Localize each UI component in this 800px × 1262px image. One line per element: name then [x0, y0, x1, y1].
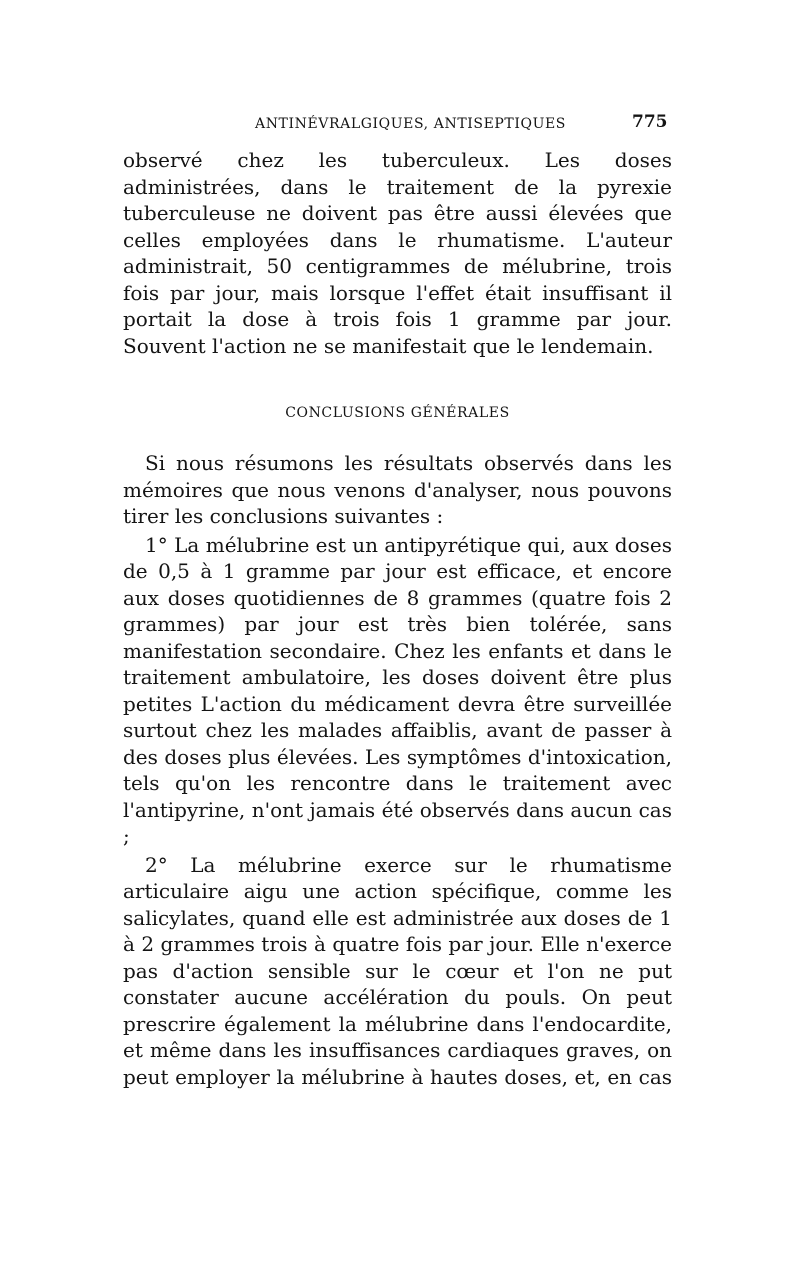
page-number: 775: [632, 112, 668, 132]
running-header-title: ANTINÉVRALGIQUES, ANTISEPTIQUES: [255, 116, 566, 132]
intro-section: [123, 147, 672, 359]
conclusion-point-1: 1° La mélubrine est un antipyrétique qui, aux doses de 0,5 à 1 gramme par jour est efficace, et encore aux doses quotidiennes de 8 grammes (quatre fois 2 grammes) par jour est très bien tolérée, sans manifestation secondaire. Chez les enfants et dans le traitement ambulatoire, les doses doivent être plus petites L'action du médicament devra être surveillée surtout chez les malades affaiblis, avant de passer à des doses plus élevées. Les symptômes d'intoxication, tels qu'on les rencontre dans le traitement avec l'antipyrine, n'ont jamais été observés dans aucun cas ;: [123, 532, 672, 848]
intro-paragraph: observé chez les tuberculeux. Les doses administrées, dans le traitement de la pyrexie tuberculeuse ne doivent pas être aussi élevées que celles employées dans le rhumatisme. L'auteur administrait, 50 centigrammes de mélubrine, trois fois par jour, mais lorsque l'effet était insuffisant il portait la dose à trois fois 1 gramme par jour. Souvent l'action ne se manifestait que le lendemain.: [123, 148, 672, 358]
section-heading: CONCLUSIONS GÉNÉRALES: [285, 405, 510, 421]
conclusions-section: [123, 450, 672, 1092]
conclusion-point-2: 2° La mélubrine exerce sur le rhumatisme articulaire aigu une action spécifique, comme les salicylates, quand elle est administrée aux doses de 1 à 2 grammes trois à quatre fois par jour. Elle n'exerce pas d'action sensible sur le cœur et l'on ne put constater aucune accélération du pouls. On peut prescrire également la mélubrine dans l'endocardite, et même dans les insuffisances cardiaques graves, on peut employer la mélubrine à hautes doses, et, en cas: [123, 852, 672, 1089]
conclusions-intro-paragraph: Si nous résumons les résultats observés dans les mémoires que nous venons d'analyser, nous pouvons tirer les conclusions suivantes :: [123, 451, 672, 528]
